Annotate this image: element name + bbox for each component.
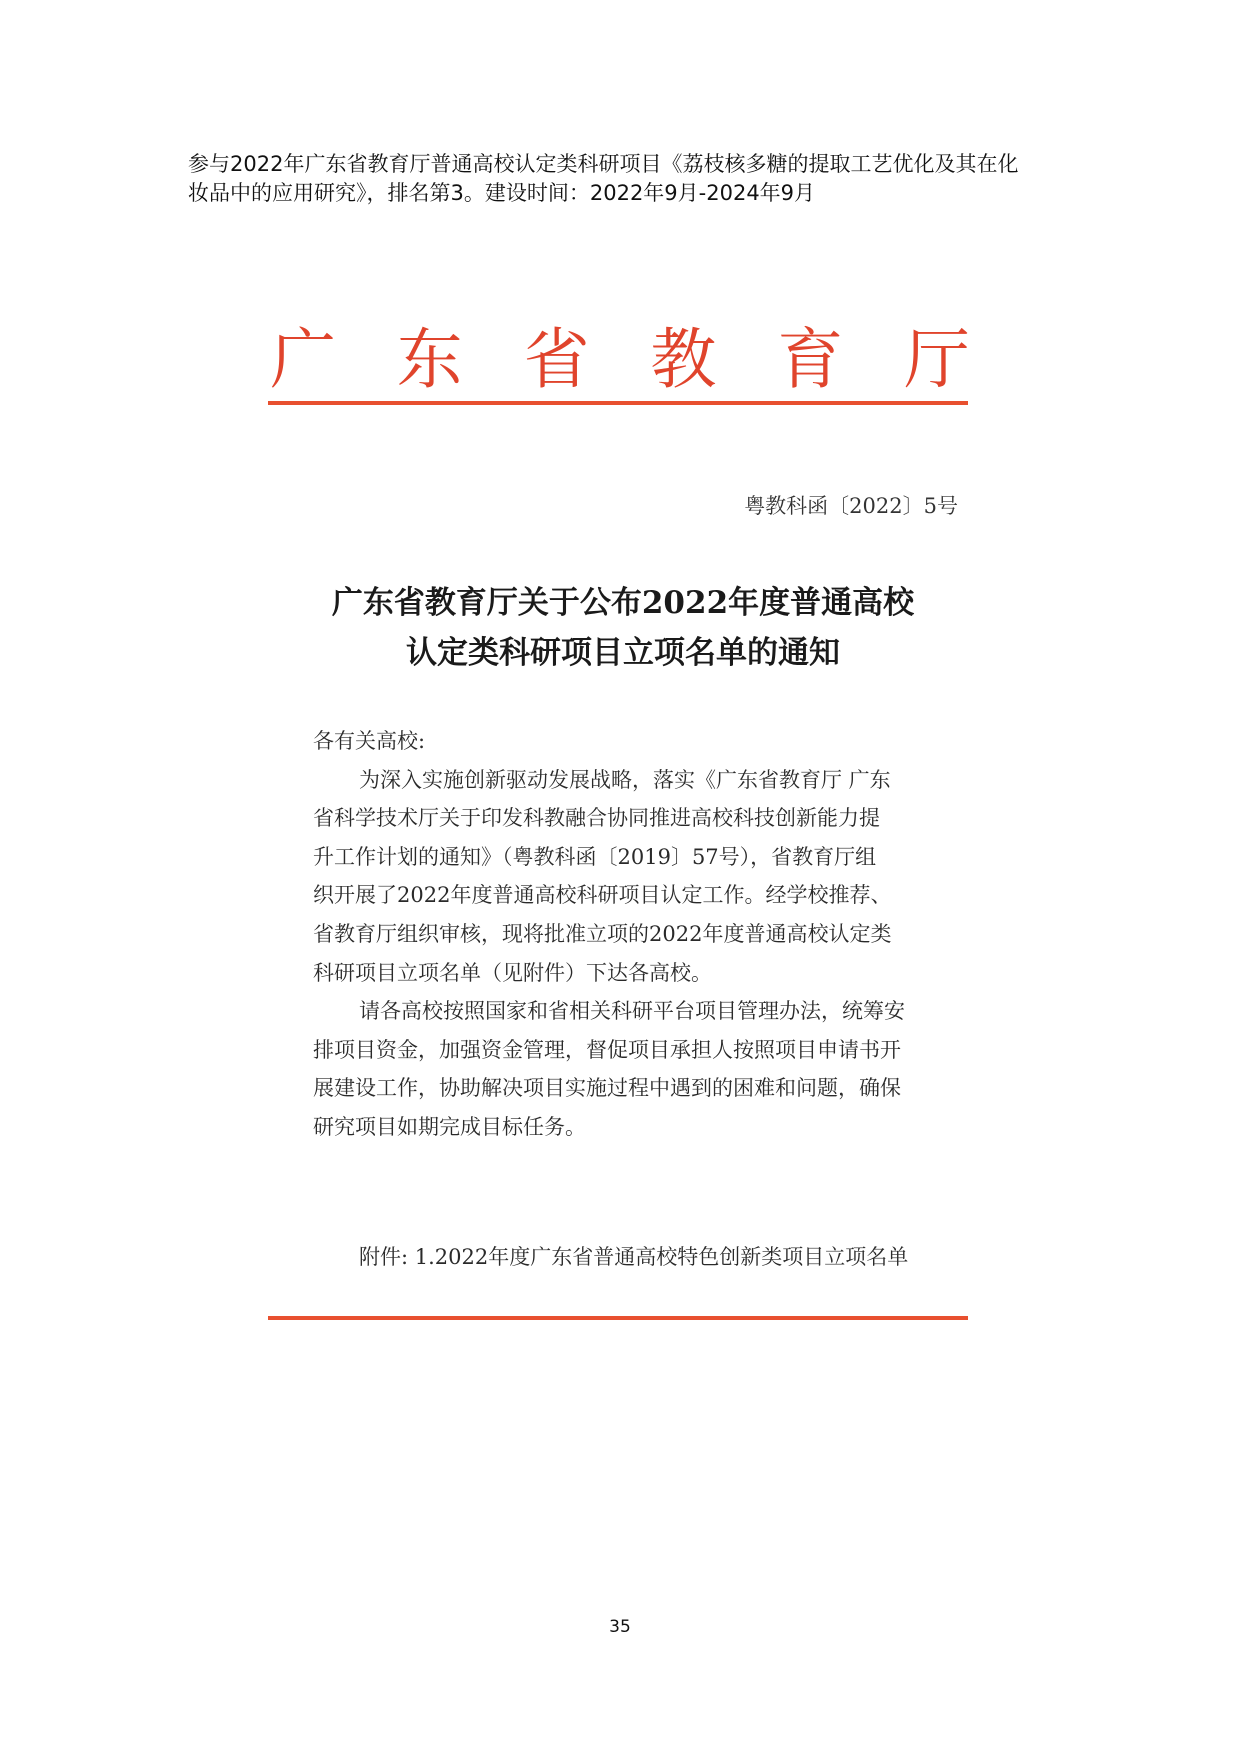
letterhead-char: 省	[523, 321, 590, 398]
body-line: 织开展了2022年度普通高校科研项目认定工作。经学校推荐、	[313, 883, 892, 908]
letterhead-char: 育	[777, 321, 844, 398]
body-line: 省教育厅组织审核，现将批准立项的2022年度普通高校认定类	[313, 921, 892, 946]
intro-line-2: 妆品中的应用研究》，排名第3。建设时间：2022年9月-2024年9月	[188, 181, 816, 205]
body-line: 省科学技术厅关于印发科教融合协同推进高校科技创新能力提	[313, 806, 880, 831]
title-line-2: 认定类科研项目立项名单的通知	[406, 635, 840, 671]
letterhead-char: 教	[650, 321, 717, 398]
body-line: 排项目资金，加强资金管理，督促项目承担人按照项目申请书开	[313, 1037, 901, 1062]
document-number: 粤教科函〔2022〕5号	[744, 494, 958, 518]
attachment-note: 附件: 1.2022年度广东省普通高校特色创新类项目立项名单	[359, 1245, 909, 1269]
footer-divider	[268, 1316, 968, 1320]
letterhead-divider	[268, 401, 968, 405]
letterhead-char: 东	[396, 321, 463, 398]
scanned-document	[258, 300, 988, 1360]
body-line: 研究项目如期完成目标任务。	[313, 1114, 586, 1139]
letterhead-char: 厅	[903, 321, 970, 398]
document-body	[313, 722, 963, 1147]
body-line: 升工作计划的通知》（粤教科函〔2019〕57号），省教育厅组	[313, 844, 877, 869]
body-line: 科研项目立项名单（见附件）下达各高校。	[313, 960, 712, 985]
intro-text	[188, 150, 1068, 208]
title-line-1: 广东省教育厅关于公布2022年度普通高校	[331, 585, 915, 621]
letterhead-char: 广	[270, 321, 336, 398]
body-line: 展建设工作，协助解决项目实施过程中遇到的困难和问题，确保	[313, 1076, 901, 1101]
page-number: 35	[609, 1617, 631, 1637]
letterhead	[270, 320, 970, 400]
intro-line-1: 参与2022年广东省教育厅普通高校认定类科研项目《荔枝核多糖的提取工艺优化及其在化	[188, 152, 1019, 176]
body-line: 为深入实施创新驱动发展战略，落实《广东省教育厅 广东	[359, 767, 891, 792]
document-title	[258, 578, 988, 678]
salutation: 各有关高校:	[313, 729, 426, 753]
body-line: 请各高校按照国家和省相关科研平台项目管理办法，统筹安	[359, 999, 905, 1024]
